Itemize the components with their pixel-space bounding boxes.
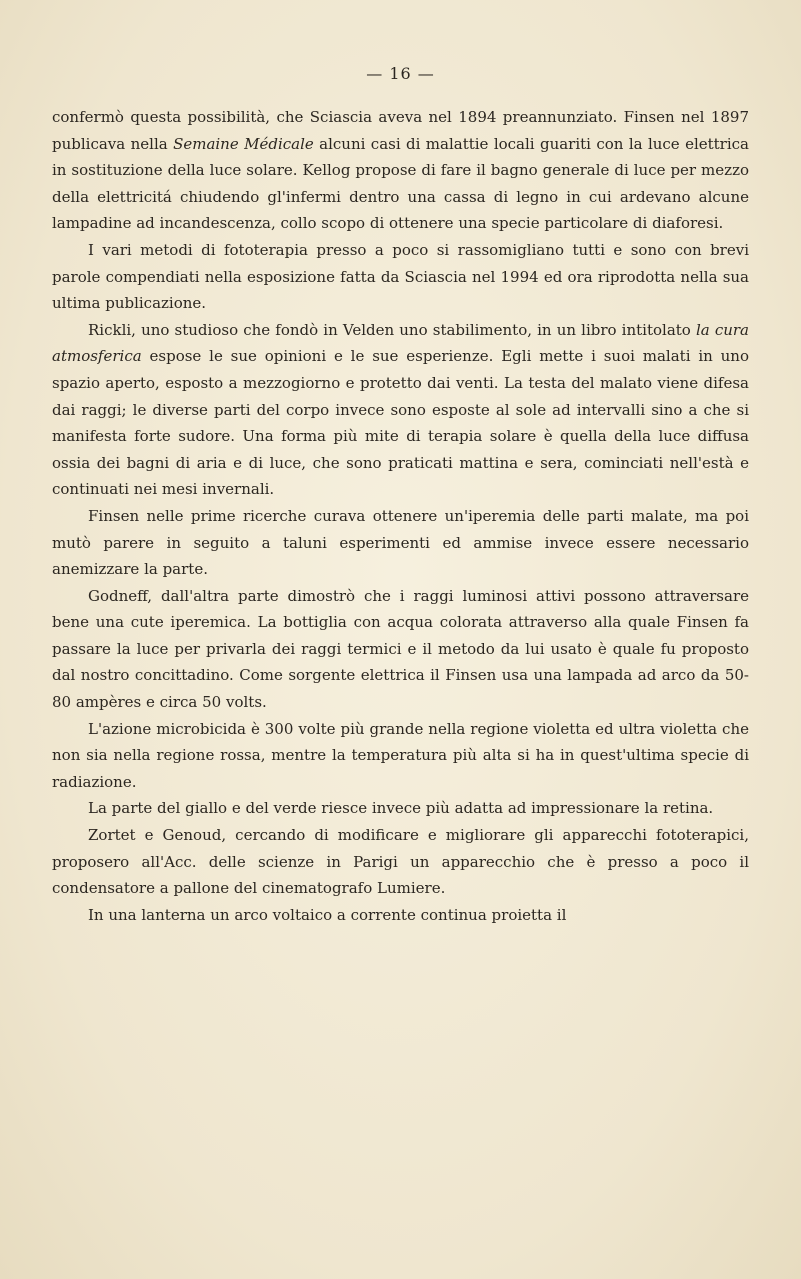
paragraph-text: In una lanterna un arco voltaico a corrente continua proietta il [88, 905, 567, 924]
paragraph-8 [52, 822, 749, 902]
paragraph-text: Godneff, dall'altra parte dimostrò che i raggi luminosi attivi possono attraversare bene una cute iperemica. La bottiglia con acqua colorata attraverso alla quale Finsen fa passare la luce per privarla dei raggi termici e il metodo da lui usato è quale fu proposto dal nostro concittadino. Come sorgente elettrica il Finsen usa una lampada ad arco da 50-80 ampères e circa 50 volts. [52, 586, 749, 712]
paragraph-text: La parte del giallo e del verde riesce invece più adatta ad impressionare la retina. [88, 799, 714, 818]
paragraph-9 [52, 902, 749, 929]
paragraph-text: espose le sue opinioni e le sue esperienze. Egli mette i suoi malati in uno spazio aperto, esposto a mezzogiorno e protetto dai venti. La testa del malato viene difesa dai raggi; le diverse parti del corpo invece sono esposte al sole ad intervalli sino a che si manifesta forte sudore. Una forma più mite di terapia solare è quella della luce diffusa ossia dei bagni di aria e di luce, che sono praticati mattina e sera, cominciati nell'està e continuati nei mesi invernali. [52, 347, 749, 499]
italic-title: Semaine Médicale [173, 134, 314, 153]
body-text [52, 104, 749, 928]
paragraph-6 [52, 716, 749, 796]
paragraph-text: I vari metodi di fototerapia presso a poco si rassomigliano tutti e sono con brevi parole compendiati nella esposizione fatta da Sciascia nel 1994 ed ora riprodotta nella sua ultima publicazione. [52, 240, 749, 313]
paragraph-text: Rickli, uno studioso che fondò in Velden uno stabilimento, in un libro intitolato [88, 320, 696, 339]
paragraph-7 [52, 795, 749, 822]
paragraph-text: Zortet e Genoud, cercando di modificare e migliorare gli apparecchi fototerapici, proposero all'Acc. delle scienze in Parigi un apparecchio che è presso a poco il condensatore a pallone del cinematografo Lumiere. [52, 826, 749, 898]
paragraph-4 [52, 503, 749, 583]
paragraph-text: L'azione microbicida è 300 volte più grande nella regione violetta ed ultra violetta che non sia nella regione rossa, mentre la temperatura più alta si ha in quest'ultima specie di radiazione. [52, 719, 749, 791]
italic-title: la cura atmosferica [52, 320, 749, 366]
paragraph-text: Finsen nelle prime ricerche curava ottenere un'iperemia delle parti malate, ma poi mutò parere in seguito a taluni esperimenti ed ammise invece essere necessario anemizzare la parte. [52, 506, 749, 579]
paragraph-1 [52, 104, 749, 237]
paragraph-3 [52, 317, 749, 503]
paragraph-text: alcuni casi di malattie locali guariti con la luce elettrica in sostituzione della luce solare. Kellog propose di fare il bagno generale di luce per mezzo della elettricitá chiudendo gl'infermi dentro una cassa di legno in cui ardevano alcune lampadine ad incandescenza, collo scopo di ottenere una specie particolare di diaforesi. [52, 134, 749, 233]
paragraph-5 [52, 583, 749, 716]
page-number: — 16 — [366, 64, 435, 83]
paragraph-text: confermò questa possibilità, che Sciascia aveva nel 1894 preannunziato. Finsen nel 1897 publicava nella [52, 108, 749, 153]
paragraph-2 [52, 237, 749, 317]
